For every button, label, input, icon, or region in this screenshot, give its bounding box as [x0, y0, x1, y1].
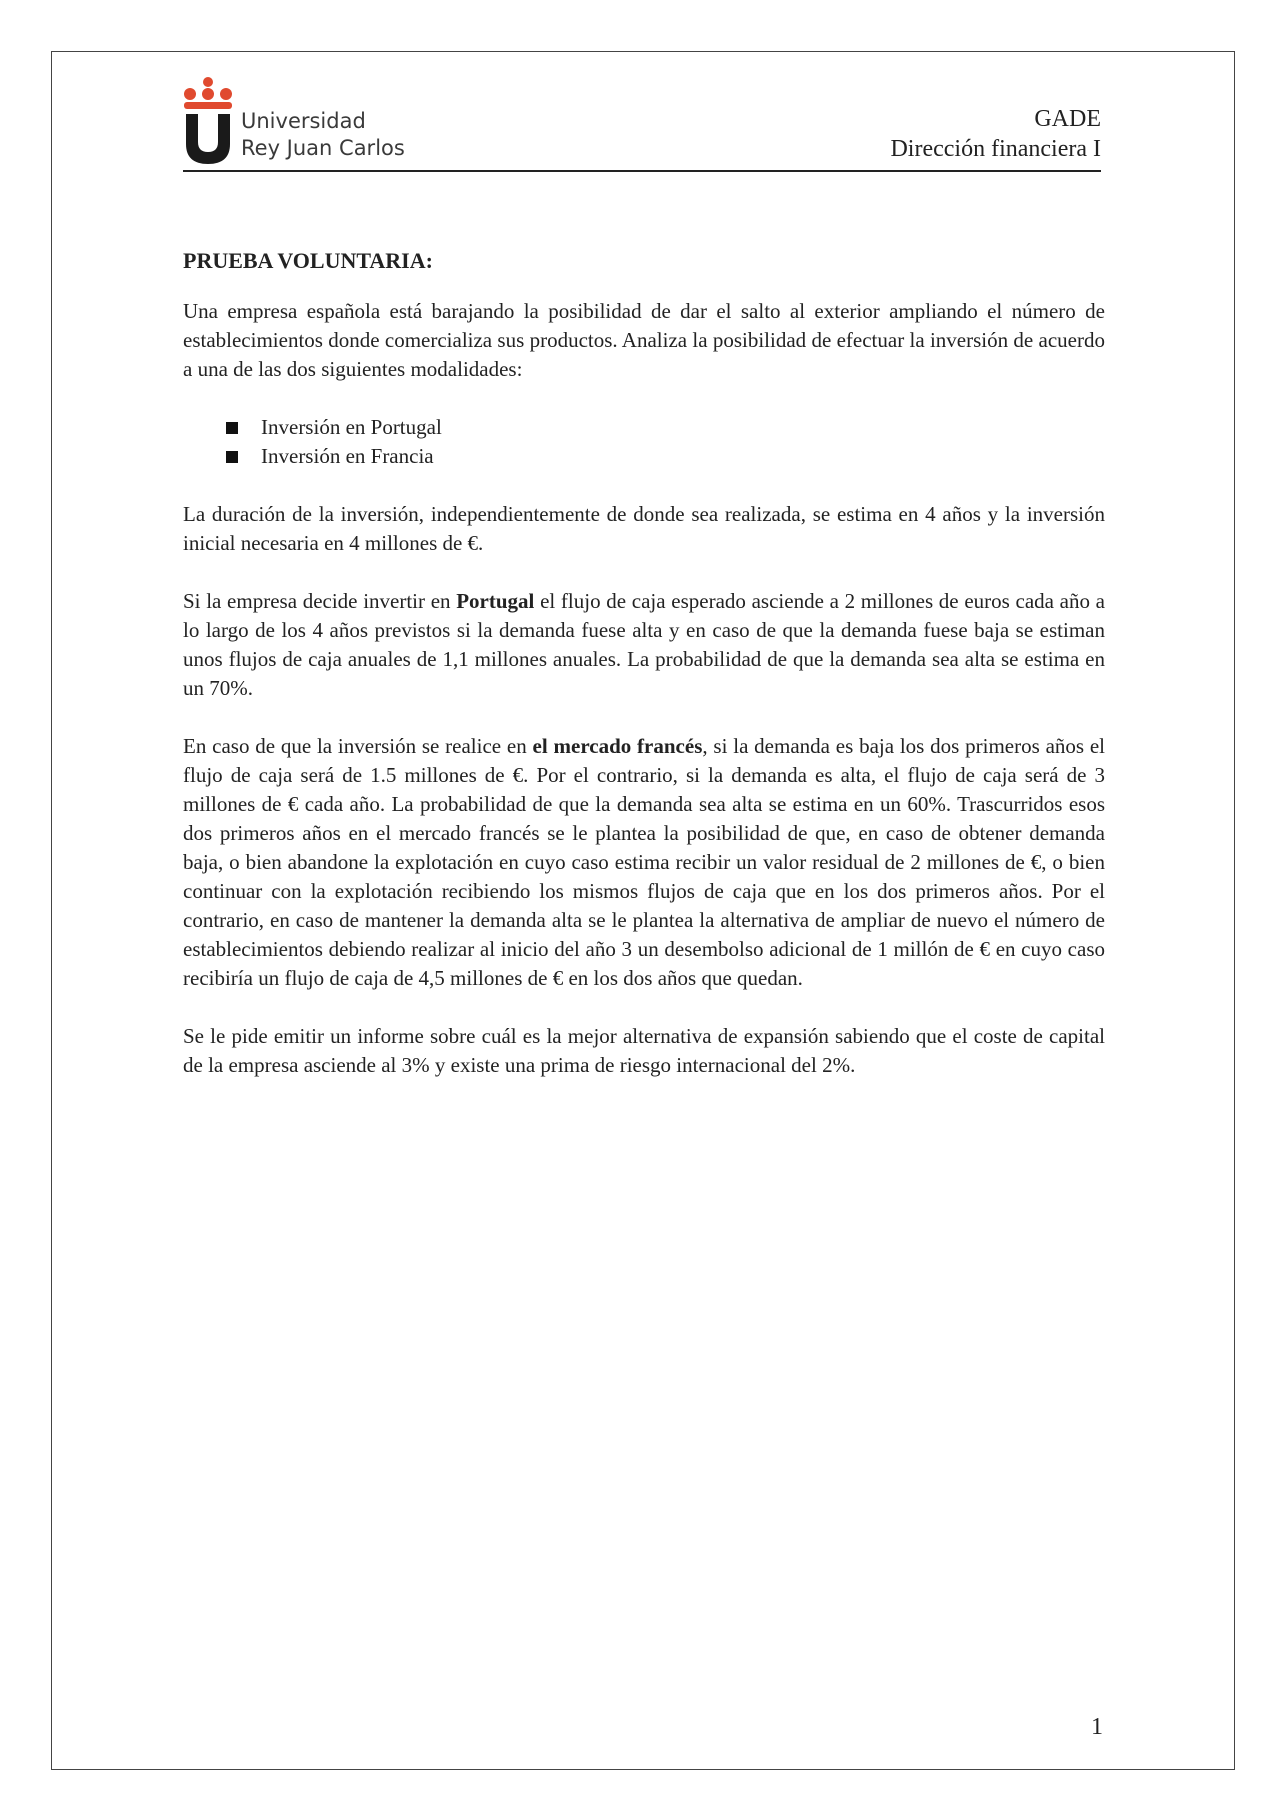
- square-bullet-icon: [226, 451, 238, 463]
- portugal-text-pre: Si la empresa decide invertir en: [183, 589, 457, 613]
- portugal-paragraph: [183, 587, 1105, 703]
- university-logo: [183, 74, 423, 164]
- square-bullet-icon: [226, 422, 238, 434]
- france-text-pre: En caso de que la inversión se realice en: [183, 734, 533, 758]
- duration-paragraph: La duración de la inversión, independientemente de donde sea realizada, se estima en 4 años y la inversión inicial necesaria en 4 millones de €.: [183, 502, 1105, 555]
- request-paragraph: Se le pide emitir un informe sobre cuál es la mejor alternativa de expansión sabiendo que el coste de capital de la empresa asciende al 3% y existe una prima de riesgo internacional del 2%.: [183, 1024, 1105, 1077]
- portugal-text-post: el flujo de caja esperado asciende a 2 millones de euros cada año a lo largo de los 4 años previstos si la demanda fuese alta y en caso de que la demanda fuese baja se estiman unos flujos de caja anuales de 1,1 millones anuales. La probabilidad de que la demanda sea alta se estima en un 70%.: [183, 589, 1105, 700]
- france-paragraph: [183, 732, 1105, 993]
- university-name-line2: Rey Juan Carlos: [241, 136, 405, 160]
- document-title: PRUEBA VOLUNTARIA:: [183, 248, 433, 273]
- page-header: [183, 74, 1101, 172]
- university-name: [241, 108, 405, 162]
- portugal-bold: Portugal: [456, 589, 535, 613]
- urjc-logo-icon: [183, 74, 233, 164]
- option-label: Inversión en Francia: [261, 444, 434, 468]
- course-info: [890, 104, 1101, 164]
- option-label: Inversión en Portugal: [261, 415, 442, 439]
- france-text-post: , si la demanda es baja los dos primeros años el flujo de caja será de 1.5 millones de €. Por el contrario, si la demanda es alta, el flujo de caja será de 3 millones de € cada año. La probabilidad de que la demanda sea alta se estima en un 60%. Trascurridos esos dos primeros años en el mercado francés se le plantea la posibilidad de que, en caso de obtener demanda baja, o bien abandone la explotación en cuyo caso estima recibir un valor residual de 2 millones de €, o bien continuar con la explotación recibiendo los mismos flujos de caja que en los dos primeros años. Por el contrario, en caso de mantener la demanda alta se le plantea la alternativa de ampliar de nuevo el número de establecimientos debiendo realizar al inicio del año 3 un desembolso adicional de 1 millón de € en cuyo caso recibiría un flujo de caja de 4,5 millones de € en los dos años que quedan.: [183, 734, 1106, 990]
- course-name: Dirección financiera I: [890, 136, 1101, 162]
- france-bold: el mercado francés: [532, 734, 703, 758]
- program-name: GADE: [1034, 106, 1101, 132]
- intro-paragraph: Una empresa española está barajando la posibilidad de dar el salto al exterior ampliando el número de establecimientos donde comercializa sus productos. Analiza la posibilidad de efectuar la inversión de acuerdo a una de las dos siguientes modalidades:: [183, 299, 1105, 381]
- page-number: 1: [1091, 1714, 1103, 1740]
- list-item: [183, 413, 1105, 442]
- university-name-line1: Universidad: [241, 109, 366, 133]
- document-body: [183, 246, 1105, 1109]
- list-item: [183, 442, 1105, 471]
- investment-options-list: [183, 413, 1105, 471]
